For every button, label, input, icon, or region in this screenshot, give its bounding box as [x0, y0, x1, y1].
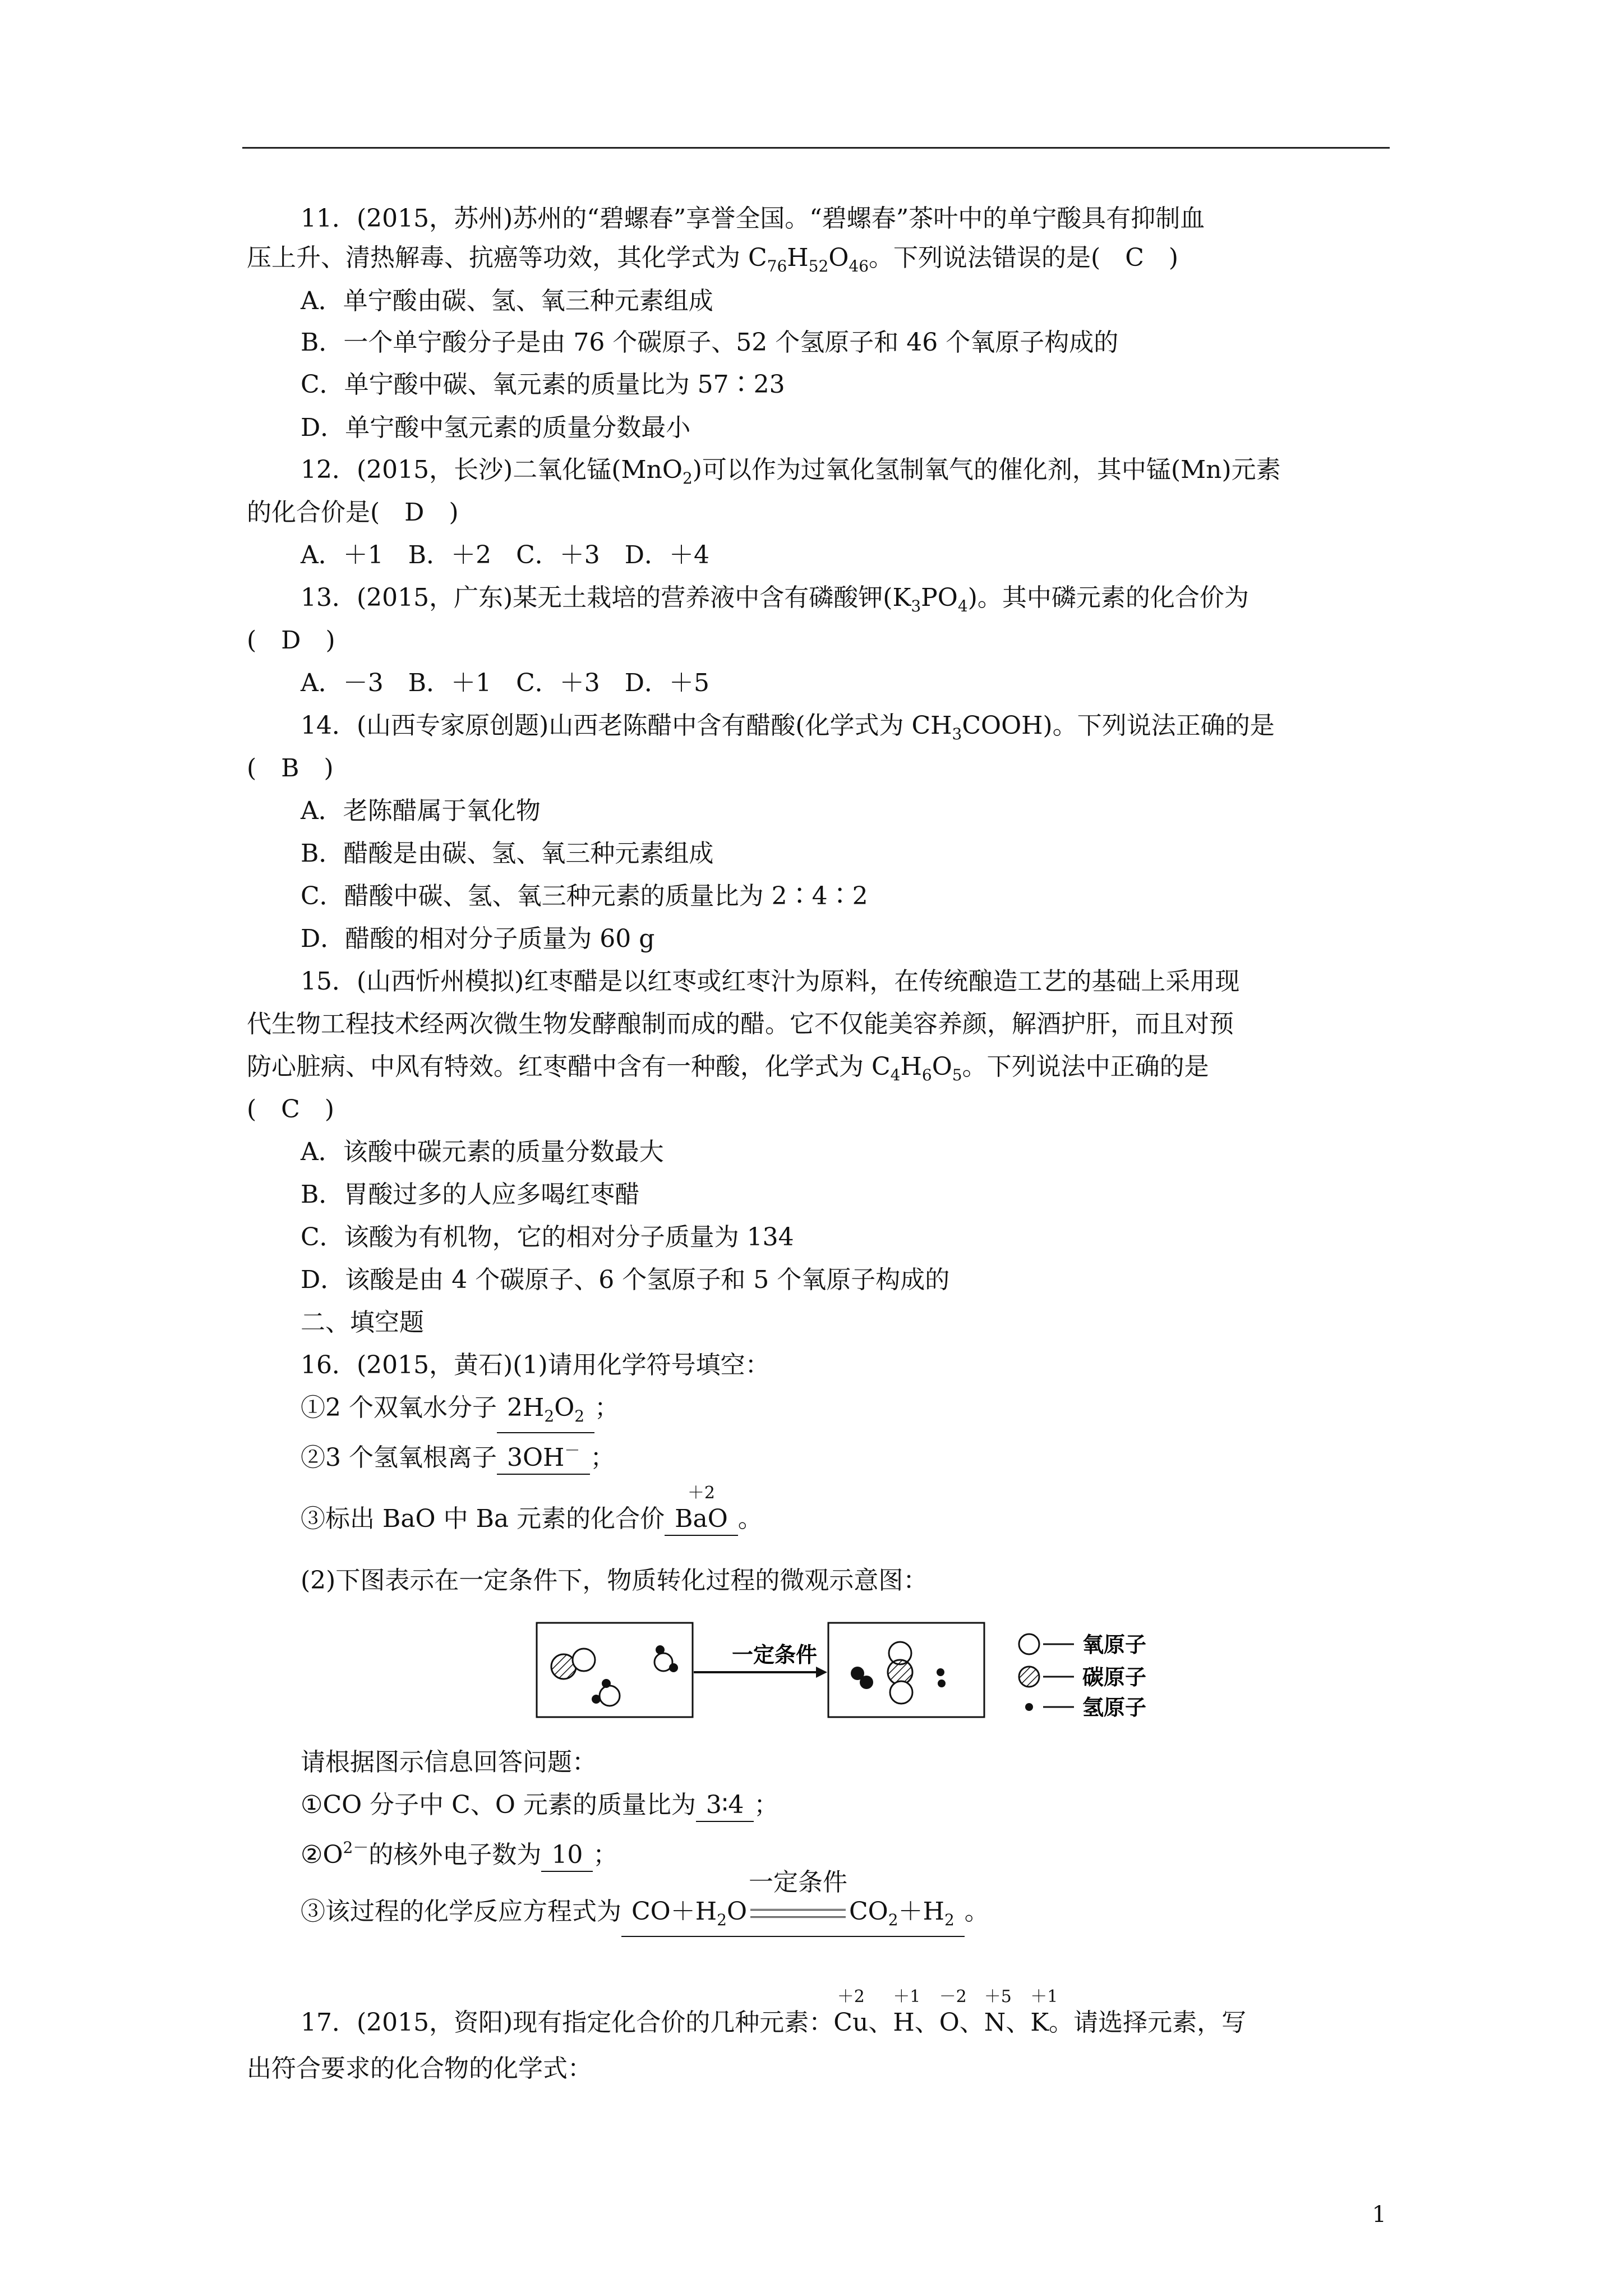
arrow-label: 一定条件 [732, 1644, 818, 1667]
q16-part2-intro: (2)下图表示在一定条件下，物质转化过程的微观示意图： [301, 1566, 928, 1595]
legend-hydrogen-label: 氢原子 [1082, 1696, 1147, 1720]
q14-option-c: C．醋酸中碳、氢、氧三种元素的质量比为 2∶4∶2 [301, 882, 868, 910]
co-molecule-left [551, 1649, 595, 1679]
q17-line1: 17．(2015，资阳)现有指定化合价的几种元素： ＋2 Cu、 ＋1 H、 －2 O、 ＋5 N、 ＋1 K。请选择元素，写 [301, 1987, 1247, 2037]
legend-oxygen-symbol [1019, 1634, 1039, 1654]
q15-line1: 15．(山西忻州模拟)红枣醋是以红枣或红枣汁为原料，在传统酿造工艺的基础上采用现 [301, 967, 1240, 996]
q16-line1: 16．(2015，黄石)(1)请用化学符号填空： [301, 1351, 770, 1379]
h2-molecule-right [851, 1667, 873, 1689]
q16-k2: $②O^{2-}$的核外电子数为 10 ； [301, 1832, 617, 1872]
q11-option-d: D．单宁酸中氢元素的质量分数最小 [301, 413, 691, 442]
legend-hydrogen-symbol [1025, 1703, 1033, 1711]
q15-line4: ( C ) [247, 1095, 334, 1124]
q11-option-c: C．单宁酸中碳、氧元素的质量比为 57∶23 [301, 370, 785, 399]
q15-line3: 防心脏病、中风有特效。红枣醋中含有一种酸，化学式为 $C_4H_6O_5$。下列说法中正确的是 [247, 1052, 1209, 1084]
q15-option-c: C．该酸为有机物，它的相对分子质量为 134 [301, 1223, 794, 1251]
q12-line2: 的化合价是( D ) [247, 498, 459, 527]
q15-option-d: D．该酸是由 4 个碳原子、6 个氢原子和 5 个氧原子构成的 [301, 1266, 950, 1294]
q16-k3: ③该过程的化学反应方程式为 $CO+H_2O$ 一定条件 $CO_2+H_2$ 。 [301, 1896, 989, 1937]
q16-ask: 请根据图示信息回答问题： [301, 1748, 597, 1777]
q15-option-a: A．该酸中碳元素的质量分数最大 [301, 1138, 664, 1166]
q13-line2: ( D ) [247, 626, 335, 655]
legend-oxygen-label: 氧原子 [1082, 1634, 1147, 1657]
q16-k1: ①CO 分子中 C、O 元素的质量比为 3∶4 ； [301, 1789, 778, 1822]
q14-option-b: B．醋酸是由碳、氢、氧三种元素组成 [301, 839, 714, 868]
q17-line2: 出符合要求的化合物的化学式： [247, 2054, 592, 2083]
q15-line2: 代生物工程技术经两次微生物发酵酿制而成的醋。它不仅能美容养颜，解酒护肝，而且对预 [247, 1010, 1234, 1038]
q12-options: A．＋1 B．＋2 C．＋3 D．＋4 [301, 541, 710, 569]
q14-option-d: D．醋酸的相对分子质量为 60 g [301, 924, 655, 953]
q11-option-b: B．一个单宁酸分子是由 76 个碳原子、52 个氢原子和 46 个氧原子构成的 [301, 328, 1119, 357]
section-heading: 二、填空题 [301, 1308, 424, 1337]
q13-options: A．－3 B．＋1 C．＋3 D．＋5 [301, 669, 710, 697]
header-rule [242, 147, 1390, 149]
legend-carbon-symbol [1019, 1667, 1039, 1687]
q14-line2: ( B ) [247, 754, 334, 783]
h2-molecule-right-2 [937, 1668, 946, 1687]
q16-item2: ②3 个氢氧根离子 3OH－ ； [301, 1435, 615, 1475]
q16-item1: ①2 个双氧水分子 $2H_2O_2$ ； [301, 1392, 619, 1433]
q14-option-a: A．老陈醋属于氧化物 [301, 797, 541, 825]
h2o-molecule-left-bottom [592, 1679, 620, 1706]
legend [1019, 1634, 1146, 1720]
q11-option-a: A．单宁酸由碳、氢、氧三种元素组成 [301, 287, 713, 315]
h2o-molecule-left-top [654, 1645, 678, 1672]
legend-carbon-label: 碳原子 [1082, 1666, 1147, 1690]
q11-line2: 压上升、清热解毒、抗癌等功效，其化学式为 $C_{76}H_{52}O_{46}$。下列说法错误的是( C ) [247, 243, 1179, 275]
q11-line1: 11．(2015，苏州)苏州的“碧螺春”享誉全国。“碧螺春”茶叶中的单宁酸具有抑制血 [301, 204, 1205, 233]
co2-molecule-right [888, 1642, 912, 1704]
q15-option-b: B．胃酸过多的人应多喝红枣醋 [301, 1180, 640, 1209]
q16-item3: ③标出 BaO 中 Ba 元素的化合价 ＋2 BaO 。 [301, 1503, 763, 1536]
reaction-diagram [536, 1622, 1321, 1720]
arrow-head [816, 1667, 827, 1678]
q13-line1: 13．(2015，广东)某无土栽培的营养液中含有磷酸钾$(K_3PO_4)$。其中磷元素的化合价为 [301, 583, 1249, 615]
q14-line1: 14．(山西专家原创题)山西老陈醋中含有醋酸(化学式为 $CH_3COOH$)。下列说法正确的是 [301, 711, 1275, 743]
q12-line1: 12．(2015，长沙)二氧化锰(MnO$_2$)可以作为过氧化氢制氧气的催化剂，其中锰(Mn)元素 [301, 455, 1281, 487]
page-number: 1 [1372, 2202, 1386, 2228]
